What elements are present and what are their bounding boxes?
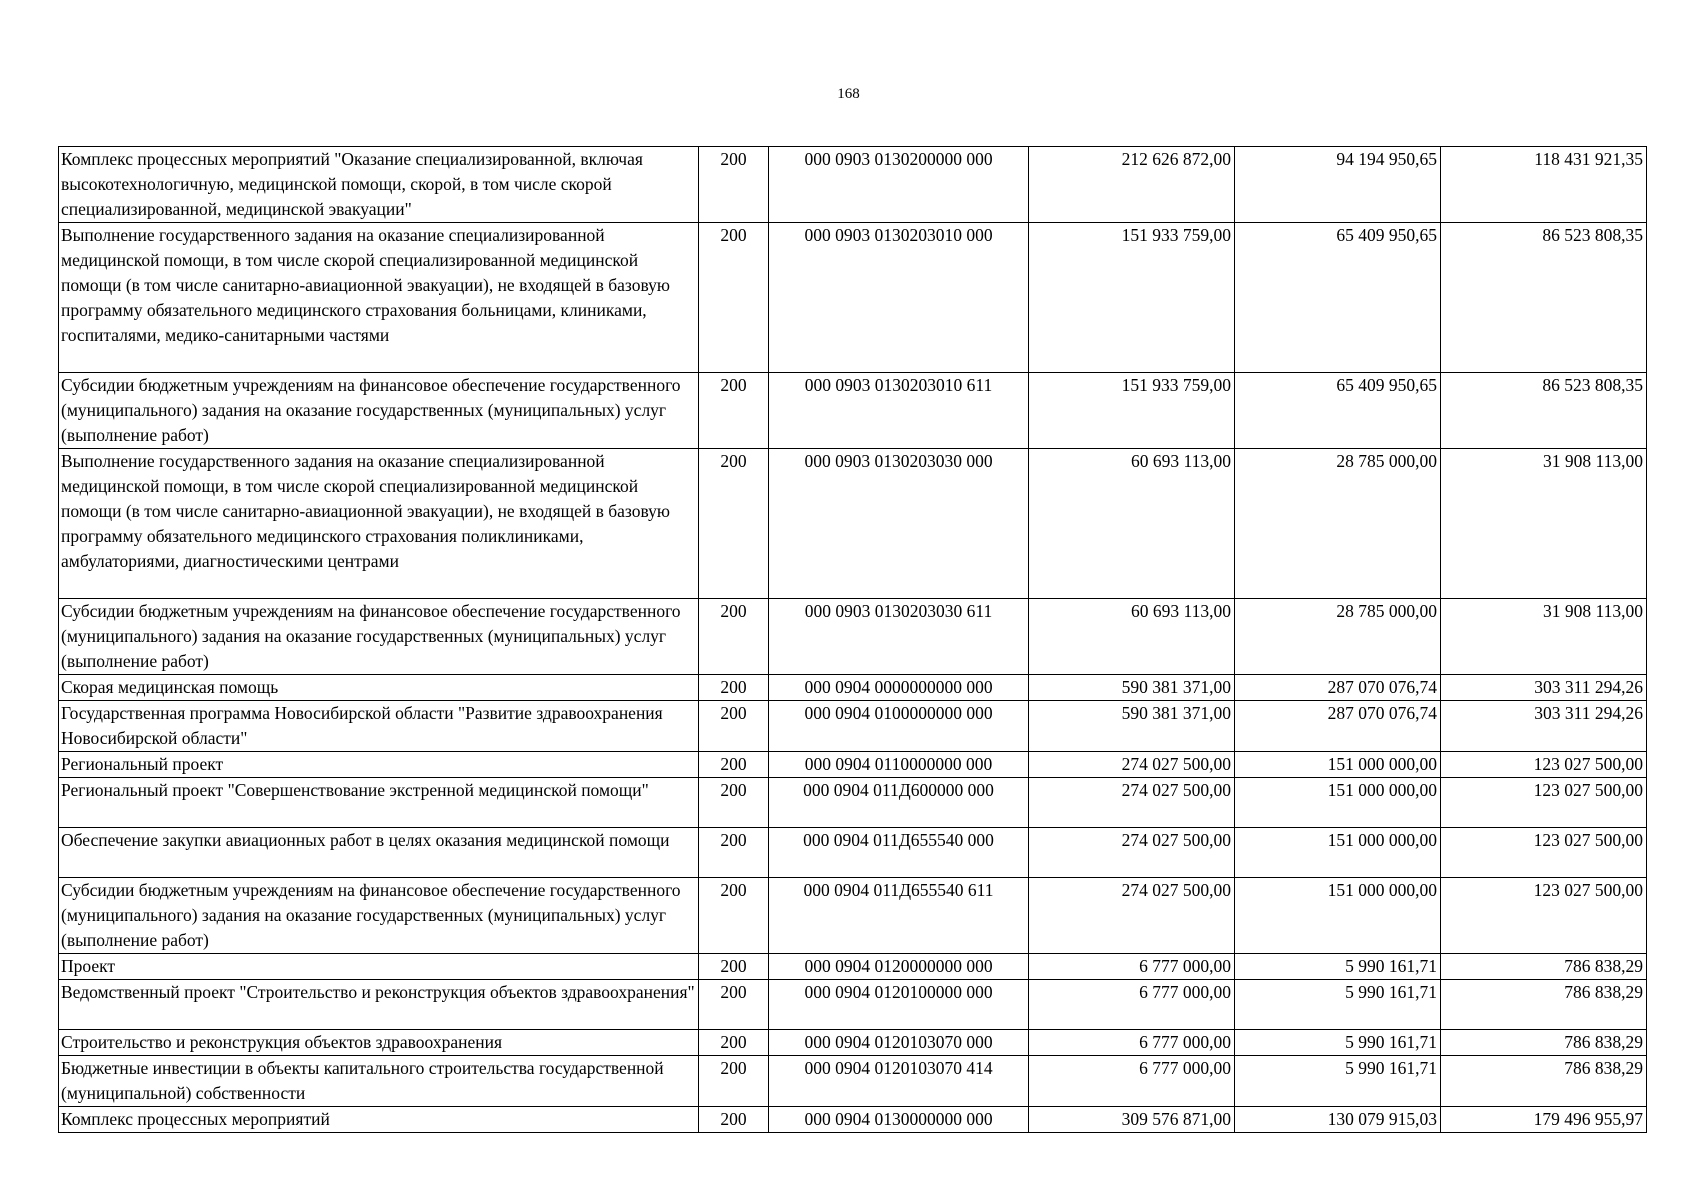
row-name: Строительство и реконструкция объектов здравоохранения: [59, 1030, 699, 1056]
row-admin-code: 200: [699, 954, 769, 980]
row-name: Субсидии бюджетным учреждениям на финансовое обеспечение государственного (муниципального) задания на оказание государственных (муниципальных) услуг (выполнение работ): [59, 599, 699, 675]
row-name: Выполнение государственного задания на оказание специализированной медицинской помощи, в том числе скорой специализированной медицинской помощи (в том числе санитарно-авиационной эвакуации), не входящей в базовую программу обязательного медицинского страхования больницами, клиниками, госпиталями, медико-санитарными частями: [59, 223, 699, 373]
row-value-2: 65 409 950,65: [1235, 373, 1441, 449]
row-admin-code: 200: [699, 449, 769, 599]
row-value-1: 151 933 759,00: [1029, 223, 1235, 373]
row-classification-code: 000 0904 0110000000 000: [769, 752, 1029, 778]
row-value-2: 151 000 000,00: [1235, 752, 1441, 778]
row-admin-code: 200: [699, 1030, 769, 1056]
row-value-1: 151 933 759,00: [1029, 373, 1235, 449]
row-admin-code: 200: [699, 599, 769, 675]
row-classification-code: 000 0904 011Д655540 000: [769, 828, 1029, 878]
row-classification-code: 000 0903 0130203030 000: [769, 449, 1029, 599]
table-row: [59, 147, 1647, 223]
table-row: [59, 878, 1647, 954]
row-classification-code: 000 0904 0100000000 000: [769, 701, 1029, 752]
row-classification-code: 000 0903 0130203010 000: [769, 223, 1029, 373]
row-value-1: 60 693 113,00: [1029, 599, 1235, 675]
row-classification-code: 000 0903 0130203030 611: [769, 599, 1029, 675]
row-value-2: 287 070 076,74: [1235, 701, 1441, 752]
row-classification-code: 000 0904 0120103070 414: [769, 1056, 1029, 1107]
row-value-2: 287 070 076,74: [1235, 675, 1441, 701]
row-value-3: 786 838,29: [1441, 954, 1647, 980]
row-value-1: 274 027 500,00: [1029, 878, 1235, 954]
table-row: [59, 373, 1647, 449]
row-admin-code: 200: [699, 752, 769, 778]
row-classification-code: 000 0904 011Д655540 611: [769, 878, 1029, 954]
row-name: Субсидии бюджетным учреждениям на финансовое обеспечение государственного (муниципального) задания на оказание государственных (муниципальных) услуг (выполнение работ): [59, 878, 699, 954]
table-row: [59, 1107, 1647, 1133]
row-name: Бюджетные инвестиции в объекты капитального строительства государственной (муниципальной) собственности: [59, 1056, 699, 1107]
row-value-1: 590 381 371,00: [1029, 675, 1235, 701]
row-value-3: 86 523 808,35: [1441, 373, 1647, 449]
row-value-3: 123 027 500,00: [1441, 778, 1647, 828]
table-row: [59, 675, 1647, 701]
row-value-2: 151 000 000,00: [1235, 878, 1441, 954]
row-admin-code: 200: [699, 980, 769, 1030]
row-value-1: 274 027 500,00: [1029, 752, 1235, 778]
row-value-3: 31 908 113,00: [1441, 449, 1647, 599]
table-row: [59, 223, 1647, 373]
row-value-1: 60 693 113,00: [1029, 449, 1235, 599]
page-number: 168: [837, 86, 860, 102]
row-value-3: 86 523 808,35: [1441, 223, 1647, 373]
row-value-1: 6 777 000,00: [1029, 980, 1235, 1030]
row-value-3: 123 027 500,00: [1441, 878, 1647, 954]
row-value-2: 151 000 000,00: [1235, 828, 1441, 878]
row-name: Государственная программа Новосибирской области "Развитие здравоохранения Новосибирской области": [59, 701, 699, 752]
row-value-2: 28 785 000,00: [1235, 599, 1441, 675]
row-name: Субсидии бюджетным учреждениям на финансовое обеспечение государственного (муниципального) задания на оказание государственных (муниципальных) услуг (выполнение работ): [59, 373, 699, 449]
row-value-1: 6 777 000,00: [1029, 954, 1235, 980]
row-value-2: 65 409 950,65: [1235, 223, 1441, 373]
row-name: Скорая медицинская помощь: [59, 675, 699, 701]
row-value-1: 309 576 871,00: [1029, 1107, 1235, 1133]
row-classification-code: 000 0904 0120100000 000: [769, 980, 1029, 1030]
row-name: Региональный проект "Совершенствование экстренной медицинской помощи": [59, 778, 699, 828]
table-row: [59, 752, 1647, 778]
row-value-3: 786 838,29: [1441, 1030, 1647, 1056]
row-value-2: 5 990 161,71: [1235, 980, 1441, 1030]
row-value-2: 5 990 161,71: [1235, 1030, 1441, 1056]
row-name: Ведомственный проект "Строительство и реконструкция объектов здравоохранения": [59, 980, 699, 1030]
row-value-1: 6 777 000,00: [1029, 1056, 1235, 1107]
row-admin-code: 200: [699, 373, 769, 449]
row-value-3: 123 027 500,00: [1441, 828, 1647, 878]
row-value-3: 303 311 294,26: [1441, 675, 1647, 701]
row-admin-code: 200: [699, 675, 769, 701]
row-value-1: 274 027 500,00: [1029, 778, 1235, 828]
row-admin-code: 200: [699, 1056, 769, 1107]
row-value-2: 130 079 915,03: [1235, 1107, 1441, 1133]
row-classification-code: 000 0904 0120000000 000: [769, 954, 1029, 980]
row-name: Проект: [59, 954, 699, 980]
row-classification-code: 000 0904 0000000000 000: [769, 675, 1029, 701]
row-admin-code: 200: [699, 778, 769, 828]
row-classification-code: 000 0903 0130203010 611: [769, 373, 1029, 449]
row-name: Региональный проект: [59, 752, 699, 778]
row-value-2: 94 194 950,65: [1235, 147, 1441, 223]
row-classification-code: 000 0904 011Д600000 000: [769, 778, 1029, 828]
row-name: Комплекс процессных мероприятий: [59, 1107, 699, 1133]
row-value-3: 786 838,29: [1441, 980, 1647, 1030]
row-admin-code: 200: [699, 1107, 769, 1133]
row-name: Обеспечение закупки авиационных работ в целях оказания медицинской помощи: [59, 828, 699, 878]
row-classification-code: 000 0904 0130000000 000: [769, 1107, 1029, 1133]
budget-table: [58, 146, 1647, 1133]
row-classification-code: 000 0903 0130200000 000: [769, 147, 1029, 223]
table-row: [59, 1030, 1647, 1056]
row-value-2: 5 990 161,71: [1235, 954, 1441, 980]
row-value-3: 303 311 294,26: [1441, 701, 1647, 752]
row-admin-code: 200: [699, 701, 769, 752]
row-admin-code: 200: [699, 223, 769, 373]
row-value-1: 274 027 500,00: [1029, 828, 1235, 878]
table-row: [59, 1056, 1647, 1107]
table-row: [59, 778, 1647, 828]
row-name: Выполнение государственного задания на оказание специализированной медицинской помощи, в том числе скорой специализированной медицинской помощи (в том числе санитарно-авиационной эвакуации), не входящей в базовую программу обязательного медицинского страхования поликлиниками, амбулаториями, диагностическими центрами: [59, 449, 699, 599]
row-value-1: 6 777 000,00: [1029, 1030, 1235, 1056]
table-row: [59, 954, 1647, 980]
row-value-3: 118 431 921,35: [1441, 147, 1647, 223]
row-admin-code: 200: [699, 878, 769, 954]
row-value-3: 786 838,29: [1441, 1056, 1647, 1107]
row-admin-code: 200: [699, 828, 769, 878]
row-admin-code: 200: [699, 147, 769, 223]
row-value-2: 28 785 000,00: [1235, 449, 1441, 599]
row-value-1: 590 381 371,00: [1029, 701, 1235, 752]
table-row: [59, 701, 1647, 752]
row-value-1: 212 626 872,00: [1029, 147, 1235, 223]
table-row: [59, 980, 1647, 1030]
row-value-3: 123 027 500,00: [1441, 752, 1647, 778]
row-classification-code: 000 0904 0120103070 000: [769, 1030, 1029, 1056]
row-value-3: 179 496 955,97: [1441, 1107, 1647, 1133]
table-row: [59, 449, 1647, 599]
row-value-3: 31 908 113,00: [1441, 599, 1647, 675]
row-value-2: 5 990 161,71: [1235, 1056, 1441, 1107]
table-row: [59, 599, 1647, 675]
row-value-2: 151 000 000,00: [1235, 778, 1441, 828]
row-name: Комплекс процессных мероприятий "Оказание специализированной, включая высокотехнологичную, медицинской помощи, скорой, в том числе скорой специализированной, медицинской эвакуации": [59, 147, 699, 223]
table-row: [59, 828, 1647, 878]
